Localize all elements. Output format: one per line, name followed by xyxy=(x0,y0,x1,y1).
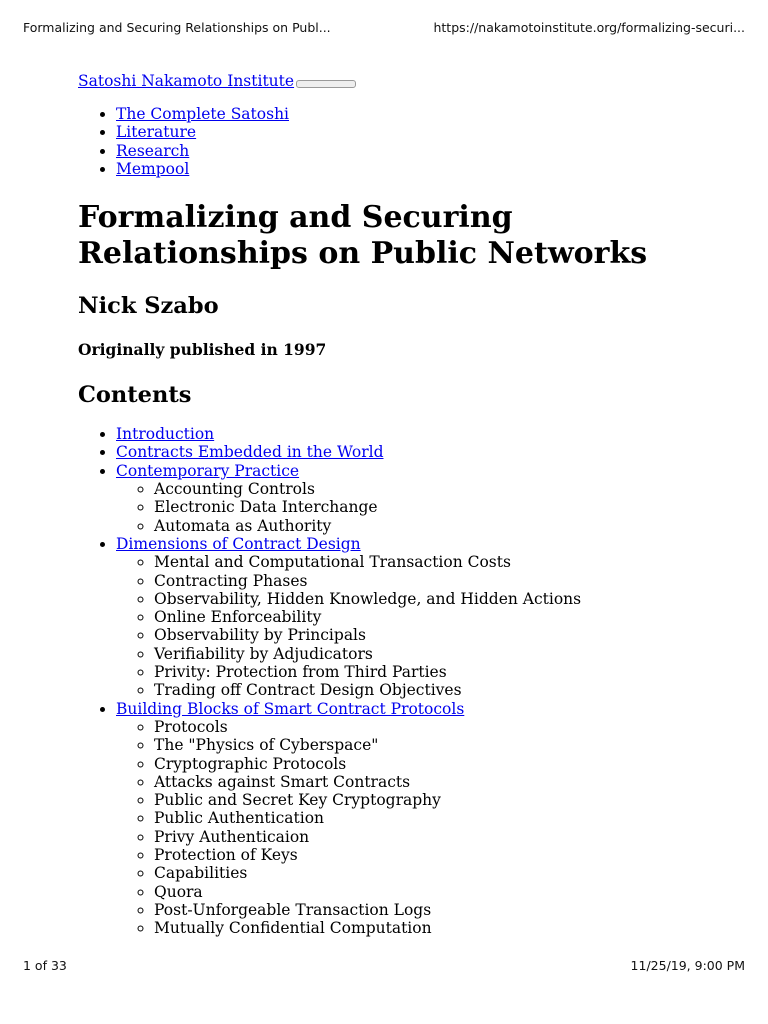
toc-subitem: ◦ Privity: Protection from Third Parties xyxy=(154,663,748,681)
toc-subitem: ◦ Observability, Hidden Knowledge, and Hidden Actions xyxy=(154,590,748,608)
nav-link-literature[interactable]: Literature xyxy=(116,123,197,142)
toc-subitem: ◦ Electronic Data Interchange xyxy=(154,498,748,516)
print-header xyxy=(23,20,745,35)
nav-link-mempool[interactable]: Mempool xyxy=(116,159,190,178)
toc-link[interactable]: Contracts Embedded in the World xyxy=(116,443,384,462)
page-content xyxy=(78,72,748,938)
print-footer xyxy=(23,958,745,973)
site-home-link[interactable]: Satoshi Nakamoto Institute xyxy=(78,72,295,90)
publication-note: Originally published in 1997 xyxy=(78,340,327,360)
table-of-contents xyxy=(78,425,748,937)
toc-subitem: ◦ Accounting Controls xyxy=(154,480,748,498)
toc-subitem: ◦ Contracting Phases xyxy=(154,572,748,590)
toc-item xyxy=(116,425,748,443)
toc-item xyxy=(116,443,748,461)
toc-subitem: ◦ Public and Secret Key Cryptography xyxy=(154,791,748,809)
toc-item xyxy=(116,462,748,535)
toc-subitem: ◦ Protection of Keys xyxy=(154,846,748,864)
nav-item-literature xyxy=(116,123,748,141)
toc-subitem: ◦ Mental and Computational Transaction Costs xyxy=(154,553,748,571)
toc-subitem: ◦ Quora xyxy=(154,883,748,901)
toc-subitem: ◦ Capabilities xyxy=(154,864,748,882)
nav-item-complete-satoshi xyxy=(116,105,748,123)
author-name: Nick Szabo xyxy=(78,293,219,320)
toc-subitem: ◦ Mutually Confidential Computation xyxy=(154,919,748,937)
toc-link[interactable]: Building Blocks of Smart Contract Protocols xyxy=(116,699,465,718)
menu-toggle-button[interactable] xyxy=(296,80,356,88)
print-header-url: https://nakamotoinstitute.org/formalizing-securi... xyxy=(433,20,745,35)
nav-item-mempool xyxy=(116,160,748,178)
toc-subitem: ◦ Cryptographic Protocols xyxy=(154,755,748,773)
page-title: Formalizing and Securing Relationships on Public Networks xyxy=(78,200,648,272)
toc-link[interactable]: Introduction xyxy=(116,425,215,444)
toc-link[interactable]: Dimensions of Contract Design xyxy=(116,534,361,553)
toc-subitem: ◦ Public Authentication xyxy=(154,809,748,827)
site-header xyxy=(78,72,748,90)
page-number: 1 of 33 xyxy=(23,958,67,973)
nav-link-research[interactable]: Research xyxy=(116,141,190,160)
toc-subitem: ◦ Online Enforceability xyxy=(154,608,748,626)
toc-subitem: ◦ Privy Authenticaion xyxy=(154,828,748,846)
toc-sublist xyxy=(116,718,748,938)
toc-subitem: ◦ Observability by Principals xyxy=(154,626,748,644)
toc-item xyxy=(116,700,748,938)
toc-subitem: ◦ Post-Unforgeable Transaction Logs xyxy=(154,901,748,919)
toc-sublist xyxy=(116,553,748,699)
toc-subitem: ◦ Attacks against Smart Contracts xyxy=(154,773,748,791)
print-header-title: Formalizing and Securing Relationships on Publ... xyxy=(23,20,331,35)
print-datetime: 11/25/19, 9:00 PM xyxy=(630,958,745,973)
toc-subitem: ◦ Trading off Contract Design Objectives xyxy=(154,681,748,699)
toc-subitem: ◦ Automata as Authority xyxy=(154,517,748,535)
contents-heading: Contents xyxy=(78,382,192,409)
nav-link-complete-satoshi[interactable]: The Complete Satoshi xyxy=(116,105,290,123)
toc-subitem: ◦ Verifiability by Adjudicators xyxy=(154,645,748,663)
toc-link[interactable]: Contemporary Practice xyxy=(116,461,300,480)
nav-item-research xyxy=(116,142,748,160)
toc-subitem: ◦ The "Physics of Cyberspace" xyxy=(154,736,748,754)
toc-subitem: ◦ Protocols xyxy=(154,718,748,736)
toc-sublist xyxy=(116,480,748,535)
toc-item xyxy=(116,535,748,700)
site-nav xyxy=(78,105,748,178)
